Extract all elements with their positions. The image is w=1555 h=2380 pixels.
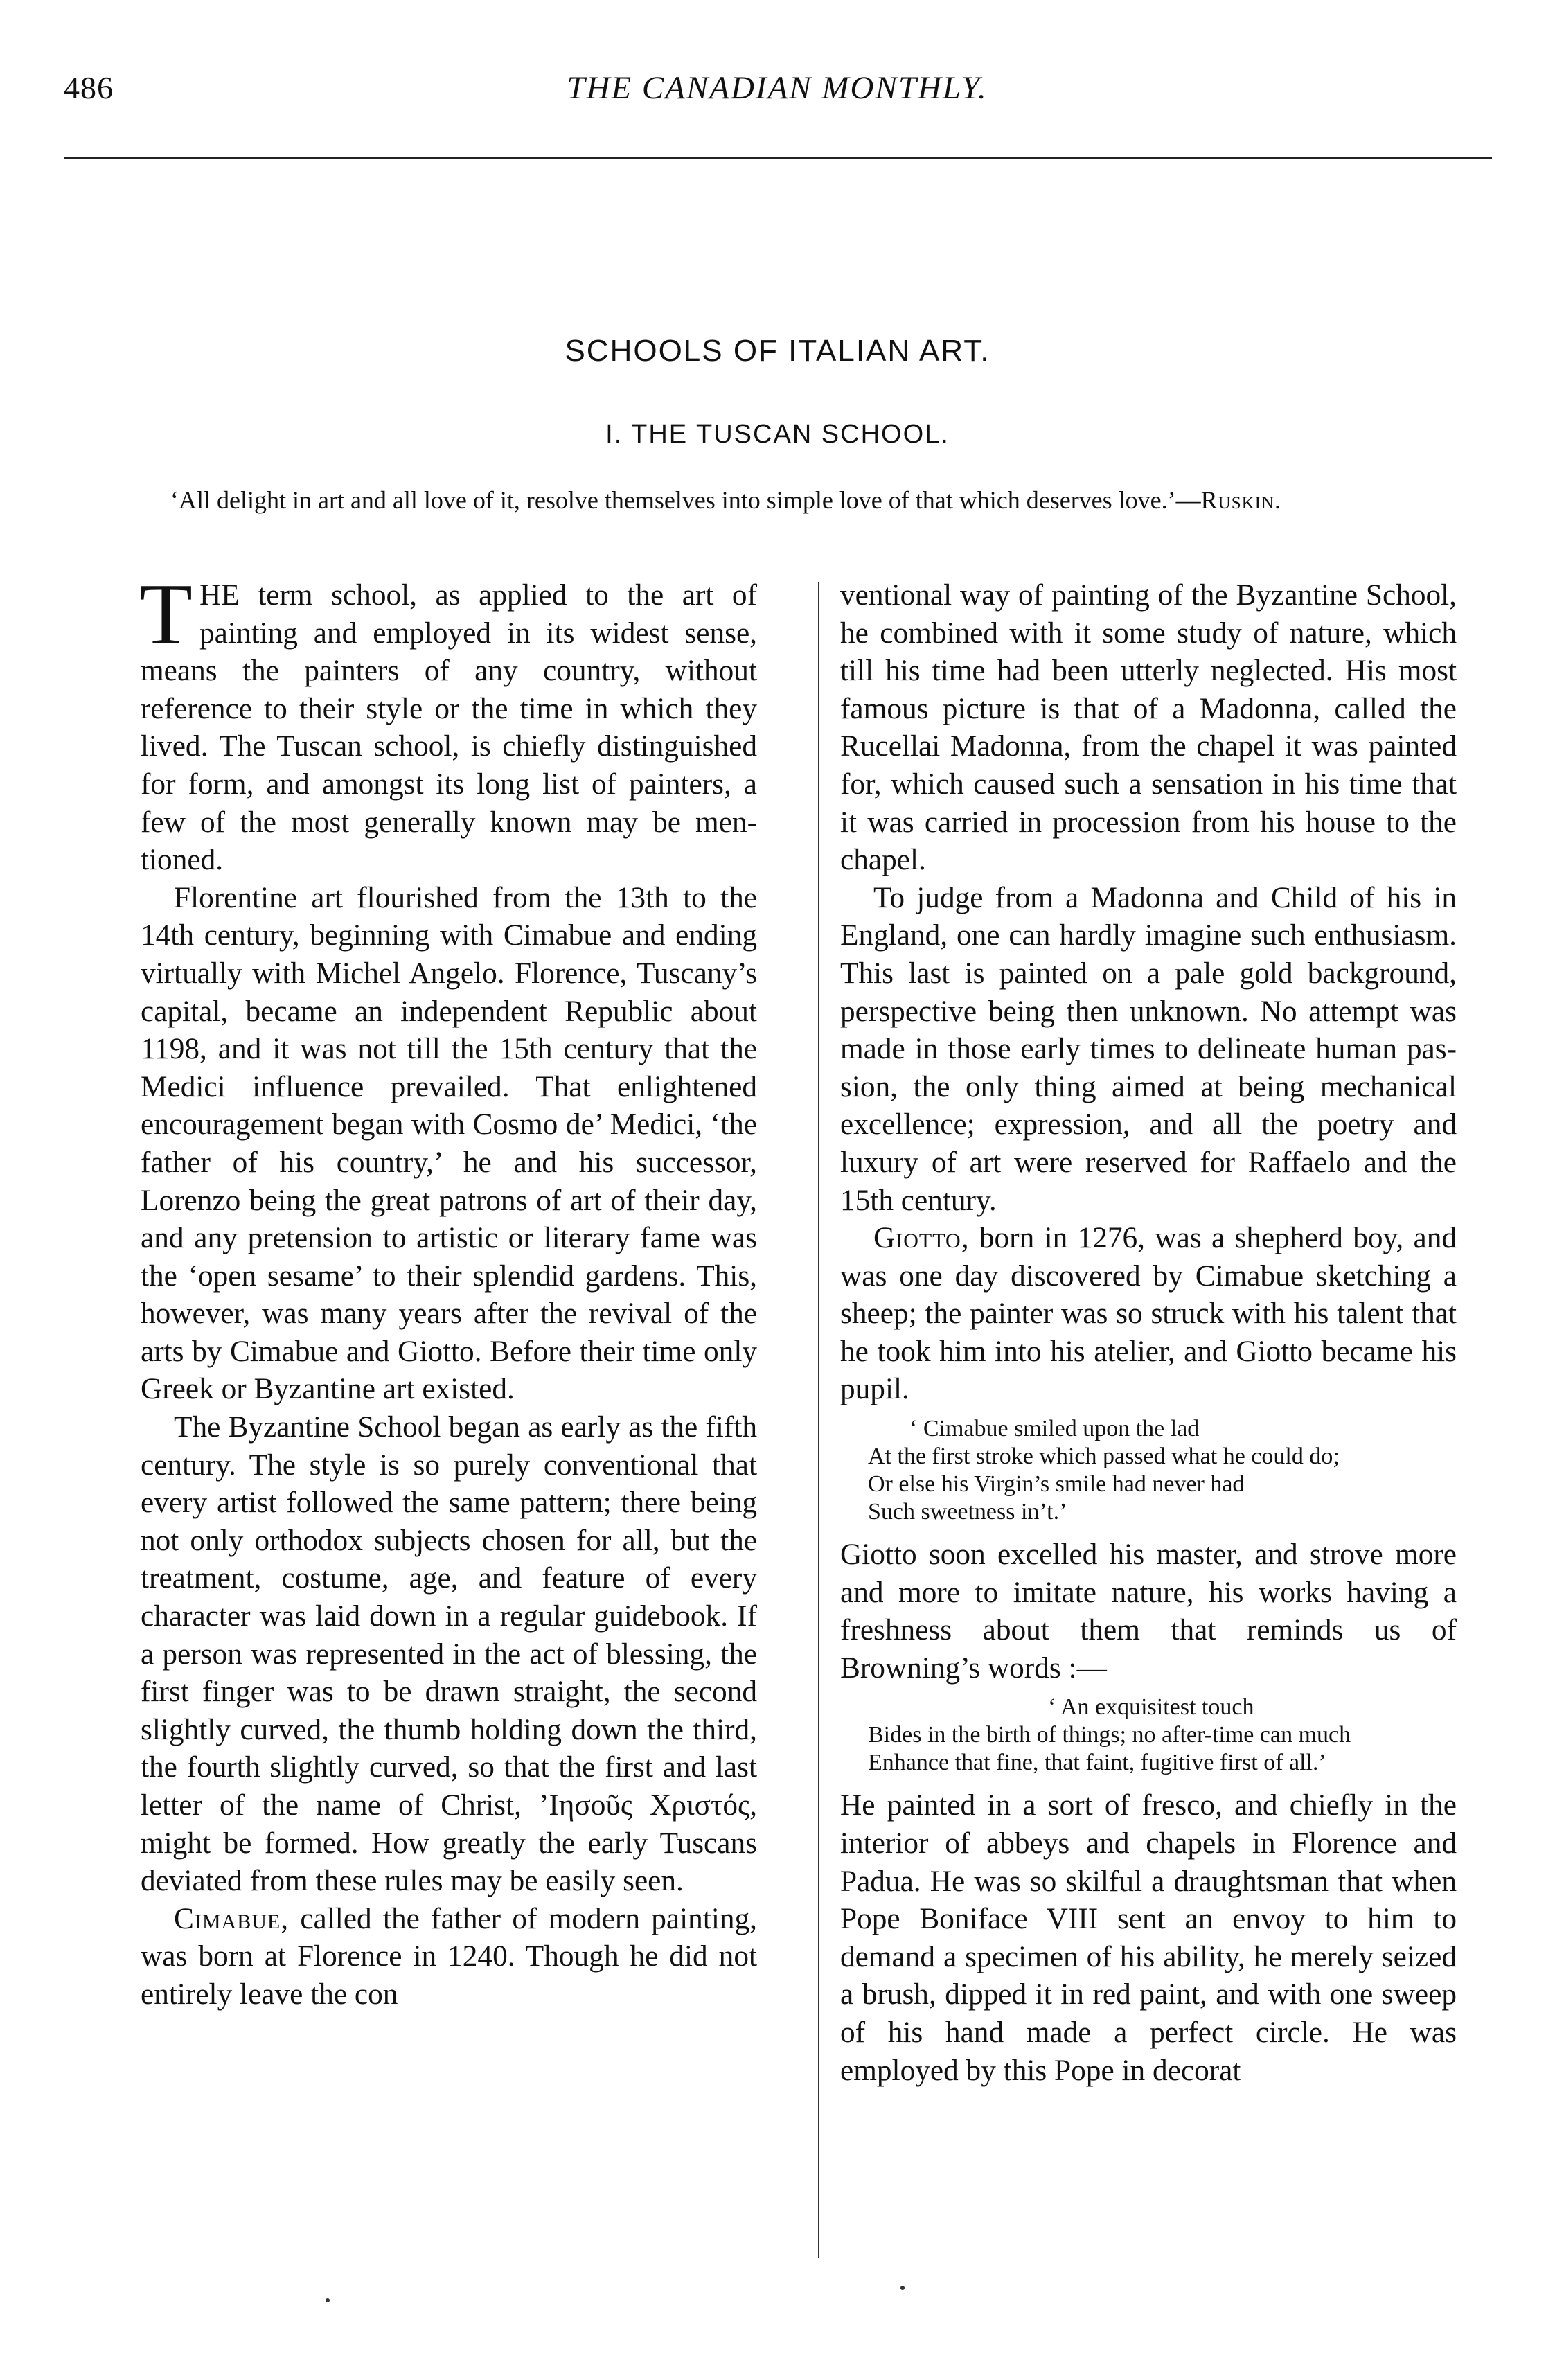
verse-line: Or else his Virgin’s smile had never had bbox=[868, 1471, 1245, 1498]
paragraph: Giotto soon excelled his master, and strove more and more to imitate nature, his works having a freshness about them that reminds us of Browning’s words :— bbox=[840, 1538, 1457, 1685]
paragraph: To judge from a Madonna and Child of his in England, one can hardly imagine such enthusiasm. This last is painted on a pale gold background, perspective being then unknown. No attempt was made in those early times to delineate human passion, the only thing aimed at being mechanical excellence; expression, and all the poetry and luxury of art were reserved for Raffaelo and the 15th century. bbox=[840, 880, 1457, 1217]
page-speck bbox=[900, 2286, 905, 2290]
paragraph-text: born in 1276, was a shepherd boy, and was one day discovered by Cimabue sketching a sheep; the painter was so struck with his talent that he took him into his atelier, and Giotto became his pupil. bbox=[840, 1221, 1457, 1406]
paragraph: ventional way of painting of the Byzantine School, he combined with it some study of nature, which till his time had been utterly neglected. His most famous picture is that of a Madonna, called the Rucellai Madonna, from the chapel it was painted for, which caused such a sensation in his time that it was carried in procession from his house to the chapel. bbox=[840, 578, 1457, 877]
artist-name: Cimabue, bbox=[174, 1901, 290, 1935]
page-speck bbox=[326, 2298, 330, 2302]
running-head bbox=[64, 69, 1491, 118]
journal-title: THE CANADIAN MONTHLY. bbox=[567, 70, 988, 106]
article-title: SCHOOLS OF ITALIAN ART. bbox=[565, 334, 990, 368]
paragraph: Florentine art flourished from the 13th to the 14th century, beginning with Cimabue and ending virtually with Michel Angelo. Florence, Tuscany’s capital, became an independent Republic about 1198, and it was not till the 15th century that the Medici influence prevailed. That enlightened encouragement began with Cosmo de’ Medici, ‘the father of his country,’ he and his successor, Lorenzo being the great patrons of art of their day, and any pretension to artistic or literary fame was the ‘open sesame’ to their splendid gardens. This, however, was many years after the revival of the arts by Cimabue and Giotto. Before their time only Greek or Byzantine art existed. bbox=[141, 880, 757, 1406]
drop-cap: T bbox=[139, 567, 193, 663]
epigraph bbox=[170, 485, 1490, 515]
epigraph-text: ‘All delight in art and all love of it, resolve themselves into simple love of that which deserves love.’— bbox=[170, 486, 1201, 514]
verse-line: ‘ Cimabue smiled upon the lad bbox=[909, 1416, 1200, 1442]
verse-line: Enhance that fine, that faint, fugitive first of all.’ bbox=[868, 1750, 1326, 1776]
verse-line: ‘ An exquisitest touch bbox=[1048, 1694, 1254, 1721]
artist-name: Giotto, bbox=[873, 1221, 970, 1255]
paragraph-text: HE term school, as applied to the art of painting and employed in its widest sense, means the painters of any country, without reference to their style or the time in which they lived. The Tuscan school, is chiefly distinguished for form, and amongst its long list of painters, a few of the most generally known may be mentioned. bbox=[141, 578, 757, 877]
paragraph: The Byzantine School began as early as the fifth century. The style is so purely conventional that every artist followed the same pattern; there being not only orthodox subjects chosen for all, but the treatment, costume, age, and feature of every character was laid down in a regular guidebook. If a person was represented in the act of blessing, the first finger was to be drawn straight, the second slightly curved, the thumb holding down the third, the fourth slightly curved, so that the first and last letter of the name of Christ, ’Ιησοῦς Χριστός, might be formed. How greatly the early Tuscans deviated from these rules may be easily seen. bbox=[141, 1410, 757, 1898]
verse-line: Such sweetness in’t.’ bbox=[868, 1499, 1067, 1525]
left-column bbox=[139, 567, 757, 2014]
header-rule bbox=[64, 157, 1492, 159]
paragraph bbox=[840, 1219, 1457, 1408]
verse-line: At the first stroke which passed what he could do; bbox=[868, 1444, 1340, 1470]
paragraph-text: called the father of modern painting, was born at Florence in 1240. Though he did not entirely leave the con bbox=[141, 1901, 757, 2011]
paragraph: He painted in a sort of fresco, and chiefly in the interior of abbeys and chapels in Florence and Padua. He was so skilful a draughtsman that when Pope Boniface VIII sent an envoy to him to demand a specimen of his ability, he merely seized a brush, dipped it in red paint, and with one sweep of his hand made a perfect circle. He was employed by this Pope in decorat bbox=[840, 1788, 1457, 2087]
verse-line: Bides in the birth of things; no after-time can much bbox=[868, 1722, 1351, 1748]
right-column bbox=[840, 576, 1457, 2089]
epigraph-attribution: Ruskin. bbox=[1200, 486, 1282, 514]
verse-quote bbox=[868, 1694, 1457, 1777]
verse-quote bbox=[868, 1415, 1457, 1526]
paragraph bbox=[141, 1900, 757, 2014]
section-title: I. THE TUSCAN SCHOOL. bbox=[605, 420, 950, 449]
column-rule bbox=[818, 582, 819, 2258]
page-number: 486 bbox=[64, 70, 114, 105]
paragraph bbox=[139, 567, 757, 879]
